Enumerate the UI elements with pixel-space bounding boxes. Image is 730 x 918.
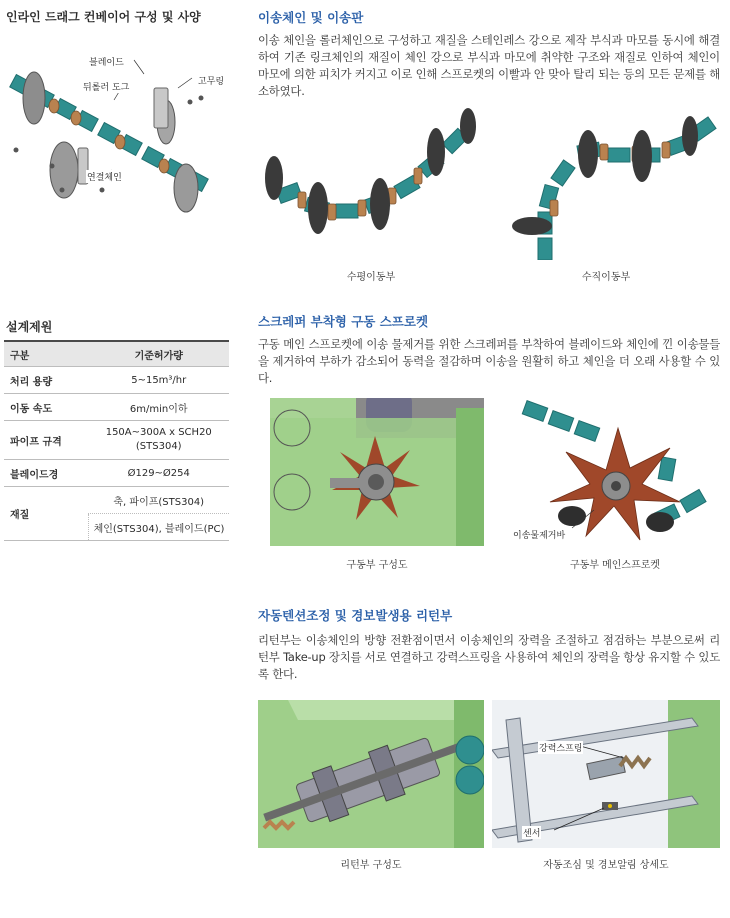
table-key: 이동 속도: [4, 394, 89, 421]
drive-assembly-image: [270, 398, 484, 546]
table-key: 파이프 규격: [4, 421, 89, 460]
table-header-cell: 기준허가량: [89, 341, 230, 367]
vertical-chain-image: [492, 108, 720, 260]
section-title-chain: 이송체인 및 이송판: [258, 10, 364, 25]
return-description: 리턴부는 이송체인의 방향 전환점이면서 이송체인의 장력을 조절하고 점검하는 부분으로써 리턴부 Take-up 장치를 서로 연결하고 강력스프링을 사용하여 체인의 장력을 항상 유지할 수 있도록 한다.: [258, 633, 720, 681]
caption-return-assembly: 리턴부 구성도: [340, 860, 402, 871]
section-title-return: 자동텐션조정 및 경보발생용 리턴부: [258, 608, 453, 623]
table-header-row: [4, 341, 229, 367]
caption-alarm-detail: 자동조심 및 경보알림 상세도: [543, 860, 669, 871]
spec-table: [4, 340, 229, 541]
label-sensor: 센서: [522, 826, 541, 839]
sprocket-description: 구동 메인 스프로켓에 이송 물제거를 위한 스크레퍼를 부착하여 블레이드와 체인에 낀 이송물들을 제거하여 부하가 감소되어 동력을 절감하며 이송을 원활히 하고 체인을 더 오래 사용할 수 있다.: [258, 337, 720, 385]
table-row: [4, 487, 229, 514]
caption-horizontal: 수평이동부: [346, 272, 396, 283]
label-link-chain: 연결체인: [86, 170, 123, 183]
horizontal-chain-image: [258, 108, 484, 260]
table-row: [4, 394, 229, 421]
table-value: 축, 파이프(STS304): [89, 487, 230, 514]
section-title-sprocket: 스크레퍼 부착형 구동 스프로켓: [258, 314, 429, 329]
table-key: 처리 용량: [4, 367, 89, 394]
table-value: Ø129~Ø254: [89, 460, 230, 487]
table-key: 재질: [4, 487, 89, 541]
table-row: [4, 460, 229, 487]
table-row: [4, 367, 229, 394]
table-row: [4, 421, 229, 460]
caption-main-sprocket: 구동부 메인스프로켓: [569, 560, 661, 571]
caption-drive-assembly: 구동부 구성도: [346, 560, 408, 571]
table-value: 체인(STS304), 블레이드(PC): [89, 514, 230, 541]
section-title-composition: 인라인 드래그 컨베이어 구성 및 사양: [6, 10, 201, 24]
label-rubber-ring: 고무링: [197, 74, 225, 87]
label-scraper-bar: 이송물제거바: [512, 528, 566, 541]
section-title-spec: 설계제원: [6, 320, 53, 334]
chain-description: 이송 체인을 롤러체인으로 구성하고 재질을 스테인레스 강으로 제작 부식과 마모를 동시에 해결하여 기존 링크체인의 재질이 체인 강으로 부식과 마모에 취약한 구조와 재질로 인하여 체인이 마모에 의한 피치가 커지고 이로 인해 스프로켓의 이빨과 안 맞아 탈리 되는 등의 모든 문제를 해소하였다.: [258, 33, 720, 98]
label-rear-roller-dog: 뒤롤러 도그: [82, 80, 130, 93]
table-header-cell: 구분: [4, 341, 89, 367]
main-sprocket-image: [510, 398, 720, 548]
label-blade: 블레이드: [88, 55, 125, 68]
table-value: 150A~300A x SCH20 (STS304): [89, 421, 230, 460]
table-key: 블레이드경: [4, 460, 89, 487]
label-strong-spring: 강력스프링: [538, 741, 583, 754]
table-value: 6m/min이하: [89, 394, 230, 421]
return-assembly-image: [258, 700, 484, 848]
table-value: 5~15m³/hr: [89, 367, 230, 394]
caption-vertical: 수직이동부: [581, 272, 631, 283]
